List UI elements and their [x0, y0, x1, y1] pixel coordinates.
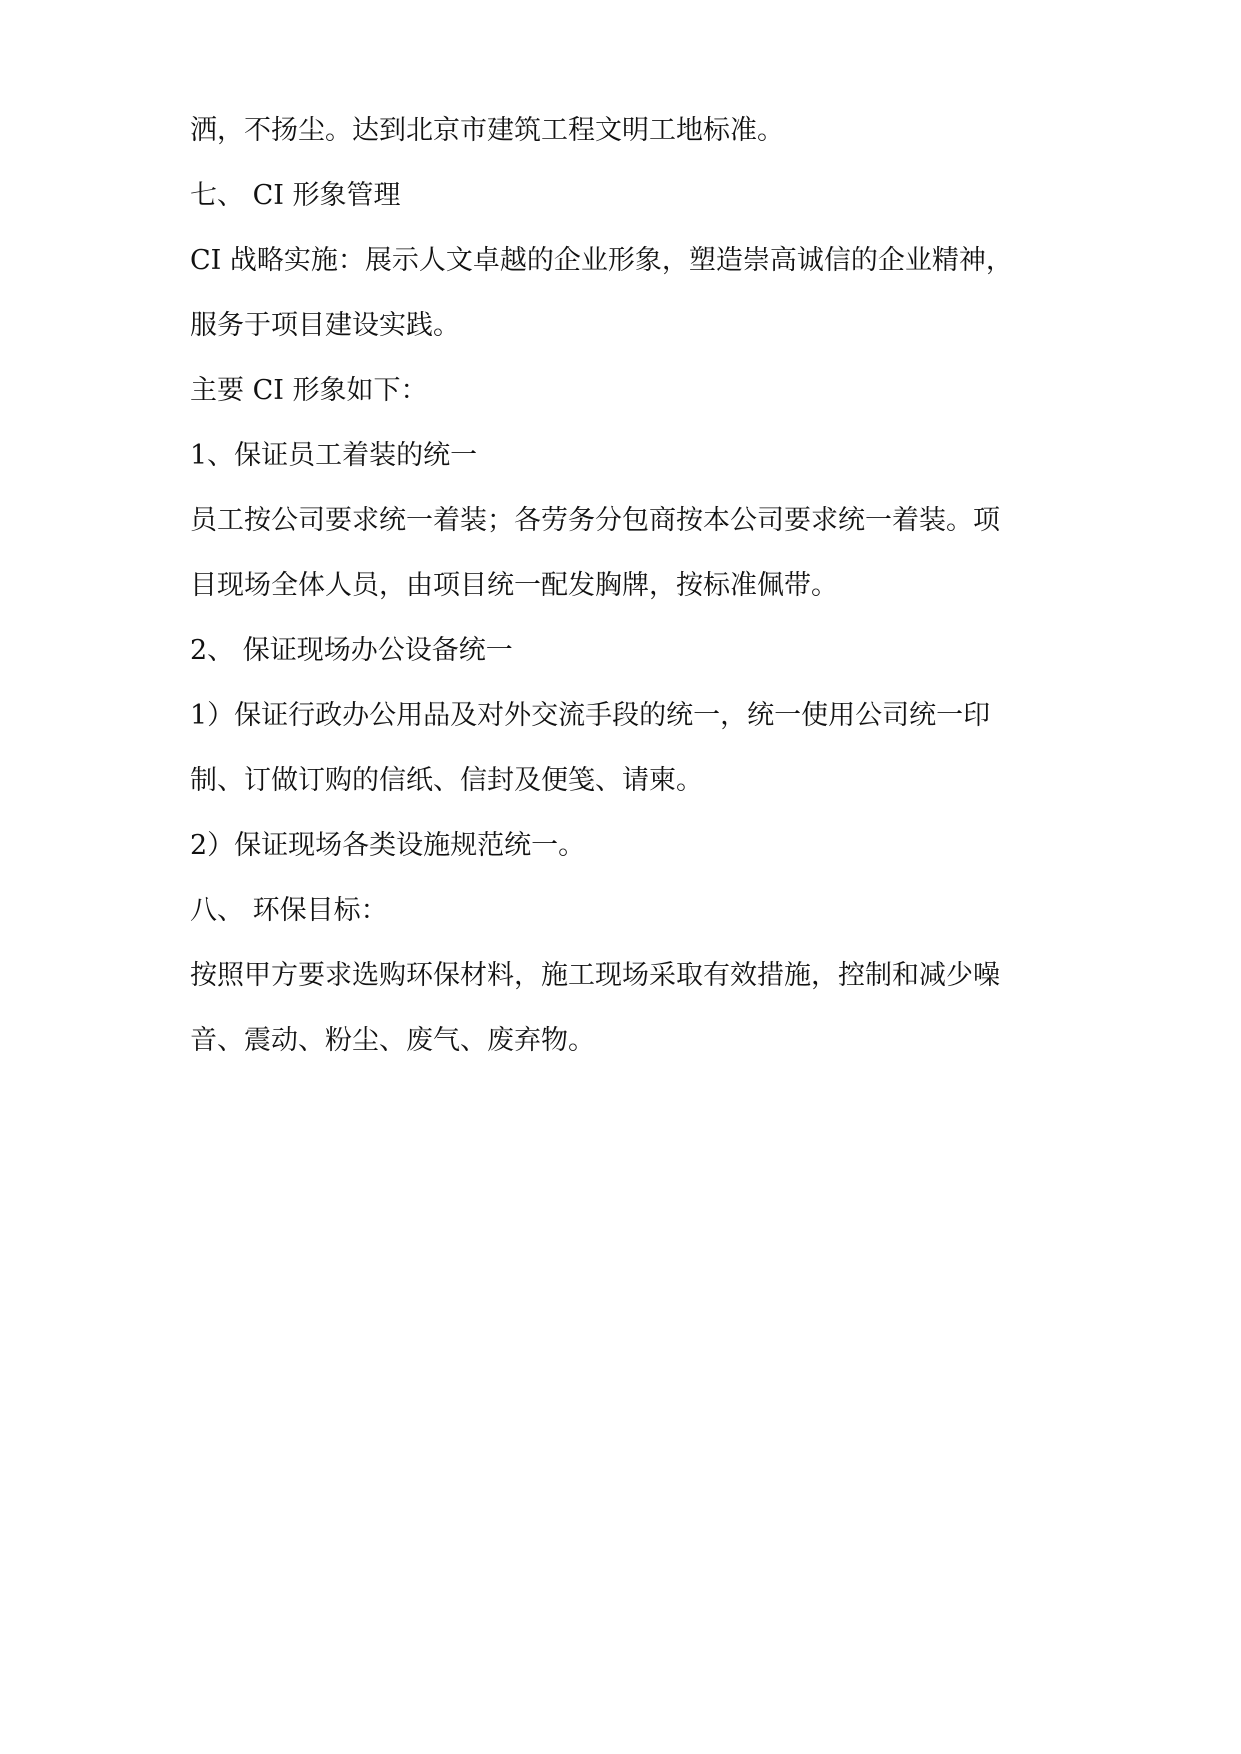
paragraph-line: 服务于项目建设实践。 [190, 310, 460, 341]
paragraph-line: 音、震动、粉尘、废气、废弃物。 [190, 1025, 595, 1056]
section-heading-7: 七、 CI 形象管理 [190, 180, 401, 211]
section-heading-8: 八、 环保目标： [190, 895, 388, 926]
paragraph-line: 按照甲方要求选购环保材料，施工现场采取有效措施，控制和减少噪 [190, 960, 1000, 991]
paragraph-line: 制、订做订购的信纸、信封及便笺、请柬。 [190, 765, 703, 796]
paragraph-line: 洒，不扬尘。达到北京市建筑工程文明工地标准。 [190, 115, 784, 146]
paragraph-line: 员工按公司要求统一着装；各劳务分包商按本公司要求统一着装。项 [190, 505, 1000, 536]
paragraph-line: 1）保证行政办公用品及对外交流手段的统一，统一使用公司统一印 [190, 700, 991, 731]
paragraph-line: CI 战略实施：展示人文卓越的企业形象，塑造崇高诚信的企业精神， [190, 245, 1013, 276]
subheading-2: 2、 保证现场办公设备统一 [190, 635, 513, 666]
paragraph-line: 目现场全体人员，由项目统一配发胸牌，按标准佩带。 [190, 570, 838, 601]
subheading-1: 1、保证员工着装的统一 [190, 440, 478, 471]
paragraph-line: 2）保证现场各类设施规范统一。 [190, 830, 586, 861]
paragraph-line: 主要 CI 形象如下： [190, 375, 428, 406]
